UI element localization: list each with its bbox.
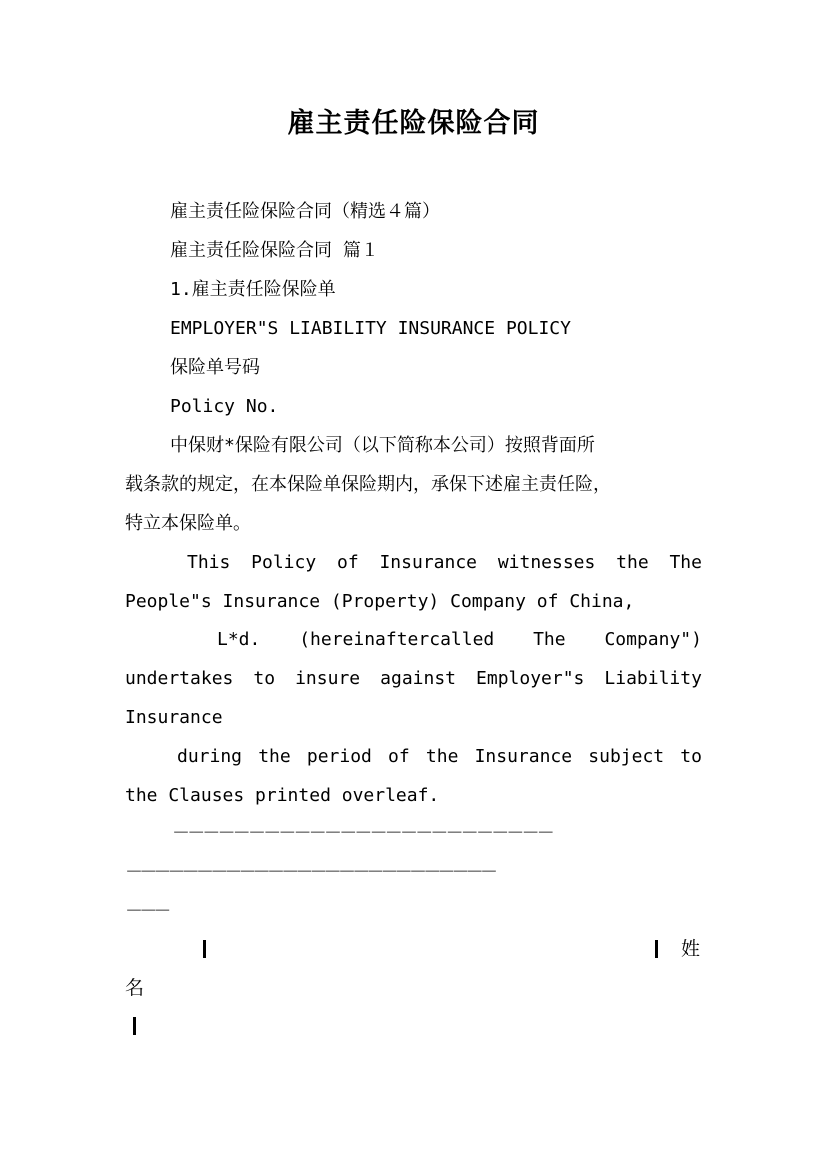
word: Company")	[604, 629, 702, 650]
word: against	[380, 668, 456, 689]
word: to	[680, 746, 702, 767]
table-border-bar	[655, 940, 658, 958]
paragraph-en-line: People"s Insurance (Property) Company of China,	[125, 591, 635, 612]
word: L*d.	[217, 629, 261, 650]
word: of	[336, 552, 359, 573]
paragraph-en-line	[125, 659, 702, 698]
paragraph-cn-line: 中保财*保险有限公司（以下简称本公司）按照背面所	[170, 435, 595, 456]
word: witnesses	[497, 552, 596, 573]
word: (hereinaftercalled	[299, 629, 495, 650]
dash-separator: －－－－－－－－－－－－－－－－－－－－－－－－－－	[125, 862, 495, 883]
section-heading: 雇主责任险保险合同 篇１	[170, 240, 379, 261]
word: the	[616, 552, 649, 573]
word: subject	[588, 746, 665, 767]
word: This	[187, 552, 231, 573]
policy-number-label-en: Policy No.	[170, 396, 279, 417]
table-border-bar	[203, 940, 206, 958]
word: Employer"s	[476, 668, 585, 689]
paragraph-en-line	[187, 543, 702, 582]
paragraph-en-line	[177, 737, 702, 776]
word: The	[533, 629, 566, 650]
policy-heading-en: EMPLOYER"S LIABILITY INSURANCE POLICY	[170, 318, 571, 339]
subtitle-line: 雇主责任险保险合同（精选４篇）	[170, 201, 440, 222]
word: the	[258, 746, 291, 767]
word: The	[669, 552, 702, 573]
policy-number-label-cn: 保险单号码	[170, 357, 260, 378]
table-border-bar	[133, 1017, 136, 1035]
word: undertakes	[125, 668, 234, 689]
name-label-char: 名	[125, 977, 145, 999]
paragraph-en-line: the Clauses printed overleaf.	[125, 785, 440, 806]
policy-heading-cn: 1.雇主责任险保险单	[170, 279, 336, 300]
word: of	[388, 746, 410, 767]
paragraph-en-line: Insurance	[125, 707, 223, 728]
paragraph-cn-line: 载条款的规定，在本保险单保险期内，承保下述雇主责任险，	[125, 474, 611, 495]
word: Policy	[251, 552, 317, 573]
word: Insurance	[379, 552, 478, 573]
word: the	[425, 746, 459, 767]
word: period	[306, 746, 372, 767]
document-title: 雇主责任险保险合同	[287, 108, 540, 139]
name-label-char: 姓	[681, 938, 701, 960]
dash-separator: －－－－－－－－－－－－－－－－－－－－－－－－－	[172, 823, 552, 844]
word: during	[177, 746, 243, 767]
word: Liability	[604, 668, 702, 689]
word: to	[253, 668, 276, 689]
dash-separator: －－－	[125, 901, 168, 922]
word: insure	[295, 668, 361, 689]
paragraph-cn-line: 特立本保险单。	[125, 513, 251, 534]
word: Insurance	[474, 746, 573, 767]
paragraph-en-line	[217, 620, 702, 659]
